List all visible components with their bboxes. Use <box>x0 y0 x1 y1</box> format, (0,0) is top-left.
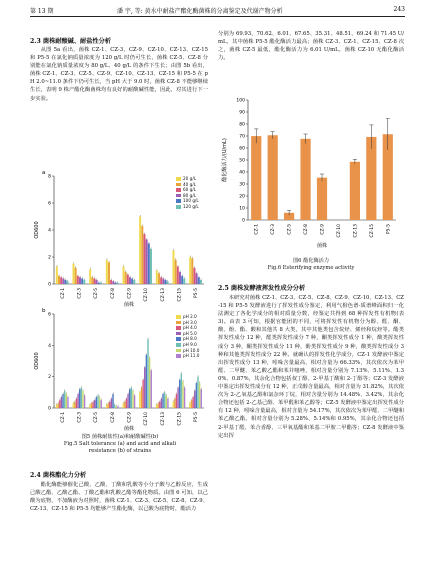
bar <box>160 277 162 284</box>
bar <box>67 397 68 408</box>
bar <box>251 136 261 220</box>
bar <box>81 279 83 284</box>
x-tick-label: P5-5 <box>194 288 200 299</box>
section-heading-2-5: 2.5 菌株发酵液挥发性成分分析 <box>218 285 306 292</box>
x-tick-label: CZ-3 <box>77 412 83 423</box>
bar <box>179 380 180 408</box>
x-tick-label: P5-5 <box>194 412 200 423</box>
x-tick-label: CZ-3 <box>77 288 83 299</box>
bar <box>189 403 190 408</box>
y-tick-label: 8 <box>48 174 51 180</box>
legend-entry <box>176 204 199 210</box>
bar <box>75 268 77 284</box>
bar <box>189 257 191 284</box>
legend-label: 100 g/L <box>183 198 199 204</box>
y-tick-label: 80 <box>239 122 245 128</box>
bar <box>74 402 75 408</box>
legend-swatch <box>176 205 181 209</box>
legend-swatch <box>176 315 181 319</box>
bar <box>158 273 160 284</box>
bar <box>201 389 202 408</box>
x-tick-label: CZ-13 <box>353 224 359 238</box>
bar <box>115 283 117 284</box>
legend-label: pH 11.0 <box>183 353 200 359</box>
header-rule <box>30 16 405 17</box>
legend-label: 20 g/L <box>183 176 197 181</box>
bar <box>94 279 96 284</box>
legend-swatch <box>176 326 181 330</box>
bar <box>131 388 132 408</box>
bar <box>57 403 58 408</box>
bar <box>177 266 179 284</box>
legend-swatch <box>176 199 181 203</box>
bar <box>182 381 183 408</box>
legend-swatch <box>176 177 181 181</box>
legend-swatch <box>176 332 181 336</box>
section-heading-2-3: 2.3 菌株耐酸碱、耐盐性分析 <box>30 38 111 45</box>
legend-label: pH 5.0 <box>183 330 197 336</box>
figure-6-chart <box>218 94 404 254</box>
x-tick-label: CZ-13 <box>160 412 166 426</box>
x-tick-label: CZ-5 <box>287 224 293 235</box>
bar <box>177 388 178 408</box>
figure-5-caption-en-1: Fig.5 Salt tolerance (a) and acid and alkali <box>63 441 177 447</box>
bar <box>110 280 112 284</box>
bar <box>67 281 69 284</box>
bar <box>146 239 148 284</box>
y-axis-label: 酯化酶活力/(U/mL) <box>222 138 228 182</box>
x-tick-label: CZ-9 <box>127 412 133 423</box>
panel-label: a <box>42 170 46 176</box>
legend-swatch <box>176 188 181 192</box>
bar <box>111 399 112 408</box>
figure-6-caption-en: Fig.6 Esterifying enzyme activity <box>267 265 355 271</box>
bar <box>191 258 193 284</box>
bar <box>142 380 143 408</box>
legend-label: pH 8.0 <box>183 336 197 342</box>
x-axis-label: 菌株 <box>123 302 135 308</box>
figure-5a-legend <box>176 176 199 210</box>
bar <box>176 394 177 408</box>
bar <box>123 403 124 408</box>
x-tick-label: CZ-9 <box>320 224 326 235</box>
bar <box>350 162 360 220</box>
bar <box>179 272 181 284</box>
bar <box>181 374 182 408</box>
y-tick-label: 6 <box>48 201 51 207</box>
legend-swatch <box>176 321 181 325</box>
y-tick-label: 4 <box>48 228 51 234</box>
x-tick-label: P5-5 <box>386 224 392 235</box>
figure-5-caption-cn: 图5 菌株耐盐性(a)和耐酸碱性(b) <box>81 434 159 440</box>
legend-swatch <box>176 343 181 347</box>
legend-label: pH 3.0 <box>183 319 197 325</box>
bar <box>100 283 102 284</box>
bar <box>127 275 129 284</box>
bar <box>133 280 135 284</box>
page-header-issue: 第 13 期 <box>30 8 54 15</box>
bar <box>198 277 200 284</box>
bar <box>159 402 160 408</box>
bar <box>112 281 114 284</box>
bar <box>174 399 175 408</box>
bar <box>199 383 200 408</box>
bar <box>181 276 183 284</box>
paragraph-2-3: 从图 5a 看出，菌株 CZ-1、CZ-3、CZ-9、CZ-10、CZ-13、CZ-15 和 P5-5 在氯化钠质量浓度为 120 g/L 时仍可生长，菌株 CZ-5、CZ-8 分别能在氯化钠质量浓度为 80 g/L、40 g/L 的条件下生长；由图 5b 看出，菌株 CZ-1、CZ-3、CZ-5、CZ-9、CZ-10、CZ-13、CZ-15 和 P5-5 在 pH 2.0~11.0 条件下仍可生长，当 pH 大于 9.0 时，菌株 CZ-8 不能够继续生长，表明 9 株产酯化酶菌株均有良好的耐酸碱性能，因此，对其进行下一步实验。 <box>30 47 208 102</box>
x-axis-label: 菌株 <box>316 243 328 249</box>
bar <box>96 280 98 284</box>
bar <box>197 377 198 408</box>
bar <box>124 402 125 408</box>
bar <box>192 397 193 408</box>
legend-label: pH 10.0 <box>183 347 200 353</box>
bar <box>148 244 150 285</box>
bar <box>61 397 62 408</box>
x-tick-label: CZ-10 <box>336 224 342 238</box>
x-tick-label: CZ-3 <box>271 224 277 235</box>
bar <box>81 388 82 408</box>
y-tick-label: 20 <box>239 194 245 200</box>
x-tick-label: CZ-5 <box>94 412 100 423</box>
bar <box>91 403 92 408</box>
bar <box>150 249 152 284</box>
legend-label: pH 2.0 <box>183 314 197 319</box>
bar <box>132 391 133 408</box>
y-tick-label: 6 <box>48 312 51 318</box>
legend-swatch <box>176 194 181 198</box>
bar <box>94 400 95 408</box>
legend-swatch <box>176 183 181 187</box>
paragraph-2-4: 酯化酶能够催化己酸、乙酸、丁酸和乳酸等小分子酸与乙醇反应，生成己酸乙酯、乙酸乙酯、丁酸乙酯和乳酸乙酯等酯化物质。由图 6 可知，以己酸为底物，不加酶液为对照时，菌株 CZ-1、CZ-3、CZ-5、CZ-8、CZ-9、CZ-13、CZ-15 和 P5-5 均能够产生酯化酶，以己酸为底物时，酯活力 <box>30 482 208 513</box>
y-tick-label: 30 <box>239 182 245 188</box>
bar <box>65 280 67 284</box>
bar <box>191 400 192 408</box>
x-tick-label: CZ-8 <box>304 224 310 235</box>
bar <box>89 269 91 284</box>
bar <box>62 394 63 408</box>
x-tick-label: CZ-8 <box>110 412 116 423</box>
panel-label: b <box>42 308 46 314</box>
bar <box>109 402 110 408</box>
legend-label: 60 g/L <box>183 187 197 193</box>
bar <box>89 405 90 408</box>
x-tick-label: CZ-1 <box>60 288 66 299</box>
bar <box>184 388 185 408</box>
bar <box>60 277 62 284</box>
bar <box>79 389 80 408</box>
bar <box>125 272 127 284</box>
bar <box>73 403 74 408</box>
bar <box>101 400 102 408</box>
bar <box>117 406 118 408</box>
bar <box>300 139 310 220</box>
bar <box>173 250 175 284</box>
legend-entry <box>176 353 199 359</box>
bar <box>129 277 131 284</box>
bar <box>194 268 196 284</box>
bar <box>161 399 162 408</box>
legend-swatch <box>176 337 181 341</box>
bar <box>147 339 148 408</box>
bar <box>64 391 65 408</box>
bar <box>129 389 130 408</box>
bar <box>175 260 177 284</box>
x-tick-label: CZ-5 <box>94 288 100 299</box>
bar <box>66 394 67 408</box>
bar <box>167 281 169 284</box>
y-axis-label: OD600 <box>34 352 40 370</box>
y-axis-label: OD600 <box>34 221 40 239</box>
bar <box>108 262 110 284</box>
figure-5b-legend <box>176 314 199 359</box>
bar <box>165 280 167 284</box>
bar <box>200 280 202 284</box>
legend-label: 40 g/L <box>183 181 197 187</box>
bar <box>58 276 60 284</box>
bar <box>84 395 85 408</box>
bar <box>149 358 150 408</box>
bar <box>134 395 135 408</box>
bar <box>117 283 119 284</box>
x-tick-label: CZ-8 <box>110 288 116 299</box>
legend-label: pH 4.0 <box>183 325 197 331</box>
bar <box>73 264 75 284</box>
bar <box>183 279 185 284</box>
legend-swatch <box>176 354 181 358</box>
x-tick-label: CZ-1 <box>254 224 260 235</box>
x-axis-label: 菌株 <box>123 426 135 432</box>
bar <box>164 392 165 408</box>
bar <box>106 405 107 408</box>
bar <box>317 178 327 220</box>
bar <box>92 402 93 408</box>
y-tick-label: 2 <box>48 375 51 381</box>
bar <box>126 399 127 408</box>
bar <box>141 226 143 284</box>
paragraph-2-5: 本研究对菌株 CZ-1、CZ-3、CZ-5、CZ-8、CZ-9、CZ-10、CZ-13、CZ-15 和 P5-5 发酵液进行了挥发性成分鉴定，利用气相色谱-质谱峰面积归一化法测定了各化学成分的相对质量分数，经鉴定共得到 68 种挥发性有机物(表 3)。由表 3 可知，根据官能团的不同，可将挥发性有机物分为醇、醛、酮、酸、酚、酯、酸和其他共 8 大类，其中其他类包含烷烃、烯烃和烷烃等。酯类挥发性成分 12 种，醛类挥发性成分 7 种，酮类挥发性成分 1 种，酸类挥发性成分 3 种，酮类挥发性成分 11 种，酚类挥发性成分 9 种，酸类挥发性成分 3 种和其他类挥发性成分 22 种。就确认的挥发性化学成分，CZ-1 发酵液中鉴定出挥发性成分 13 种，吲哚含量最高，相对含量为 66.33%，其次依次为苯甲醛、二甲醚、苯乙酸乙酯和苯并噻唑，相对含量分别为 7.13%、5.11%、1.30%、0.87%，其余化合物包括叔丁醇、2-甲基丁酸和 2-丁醇等；CZ-3 发酵液中鉴定出挥发性成分有 12 种，正戊醇含量最高，相对含量为 31.82%，其次依次为 2-乙氧基乙醇和氯杂环丁烷，相对含量分别为 14.48%、3.42%，其余化合物还包括 2-乙基己醇、苯甲醛和苯乙醇等；CZ-5 发酵液中鉴定出挥发性成分有 12 种，吲哚含量最高，相对含量为 54.17%，其次依次为苯甲醛、二甲醚和苯乙酸乙酯，相对含量分别为 5.28%、5.14%和 0.95%，其余化合物还包括 2-甲基丁醛、苯合香醇、三甲氧基酯和苯基二甲胺二甲酯等；CZ-8 发酵液中鉴定出挥 <box>218 295 404 439</box>
bar <box>151 370 152 408</box>
bar <box>139 217 141 285</box>
bar <box>79 277 81 284</box>
bar <box>56 266 58 284</box>
x-tick-label: CZ-15 <box>177 288 183 302</box>
bar <box>162 394 163 408</box>
y-tick-label: 0 <box>242 218 245 224</box>
legend-swatch <box>176 349 181 353</box>
bar <box>83 280 85 284</box>
bar <box>91 277 93 284</box>
bar <box>157 403 158 408</box>
y-tick-label: 60 <box>239 146 245 152</box>
bar <box>56 405 57 408</box>
bar <box>77 394 78 408</box>
y-tick-label: 70 <box>239 134 245 140</box>
bar <box>96 397 97 408</box>
bar <box>196 273 198 284</box>
section-heading-2-4: 2.4 菌株酯化力分析 <box>30 472 87 479</box>
bar <box>123 266 125 284</box>
bar <box>62 279 64 284</box>
bar <box>76 399 77 408</box>
bar <box>139 392 140 408</box>
legend-label: 80 g/L <box>183 192 197 198</box>
bar <box>173 402 174 408</box>
y-tick-label: 100 <box>236 98 245 104</box>
x-tick-label: CZ-15 <box>369 224 375 238</box>
bar <box>106 260 108 284</box>
x-tick-label: CZ-1 <box>60 412 66 423</box>
y-tick-label: 50 <box>239 158 245 164</box>
bar <box>146 355 147 408</box>
bar <box>116 406 117 408</box>
bar <box>98 283 100 284</box>
bar <box>107 403 108 408</box>
bar <box>131 279 133 284</box>
y-tick-label: 40 <box>239 170 245 176</box>
x-tick-label: CZ-9 <box>127 288 133 299</box>
y-tick-label: 90 <box>239 110 245 116</box>
figure-6-caption-cn: 图6 酯化酶活力 <box>292 258 330 264</box>
bar <box>144 367 145 408</box>
paragraph-esterase-values: 分别为 69.93、70.62、6.01、67.65、35.31、48.51、69.24 和 71.45 U/mL，其中菌株 P5-5 酯化酶活力最高；菌株 CZ-3、CZ-1、CZ-15、CZ-8 次之，菌株 CZ-5 最低，酯化酶活力为 6.01 U/mL，菌株 CZ-10 无酯化酶活力。 <box>218 31 404 62</box>
figure-5-caption-en-2: resistance (b) of strains <box>88 448 152 454</box>
x-tick-label: CZ-13 <box>160 288 166 302</box>
bar <box>59 400 60 408</box>
bar <box>127 394 128 408</box>
legend-label: 120 g/L <box>183 203 199 209</box>
bar <box>156 271 158 285</box>
bar <box>166 395 167 408</box>
y-tick-label: 10 <box>239 206 245 212</box>
bar <box>366 137 376 220</box>
bar <box>141 388 142 408</box>
bar <box>144 234 146 284</box>
bar <box>156 405 157 408</box>
bar <box>162 279 164 284</box>
bar <box>97 395 98 408</box>
page-number: 243 <box>393 6 405 13</box>
x-tick-label: CZ-10 <box>144 412 150 426</box>
bar <box>268 135 278 220</box>
y-tick-label: 2 <box>48 255 51 261</box>
x-tick-label: CZ-10 <box>144 288 150 302</box>
bar <box>77 276 79 284</box>
page-header-title: 潘 宇, 等: 黄水中耐盐产酯化酶菌株的分离鉴定及代谢产物分析 <box>117 8 283 15</box>
legend-label: pH 9.0 <box>183 341 197 347</box>
y-tick-label: 0 <box>48 282 51 288</box>
bar <box>167 399 168 408</box>
y-tick-label: 0 <box>48 406 51 412</box>
bar <box>112 394 113 408</box>
bar <box>194 391 195 408</box>
bar <box>114 405 115 408</box>
bar <box>99 397 100 408</box>
bar <box>196 383 197 408</box>
x-tick-label: CZ-15 <box>177 412 183 426</box>
bar <box>82 391 83 408</box>
y-tick-label: 4 <box>48 343 51 349</box>
